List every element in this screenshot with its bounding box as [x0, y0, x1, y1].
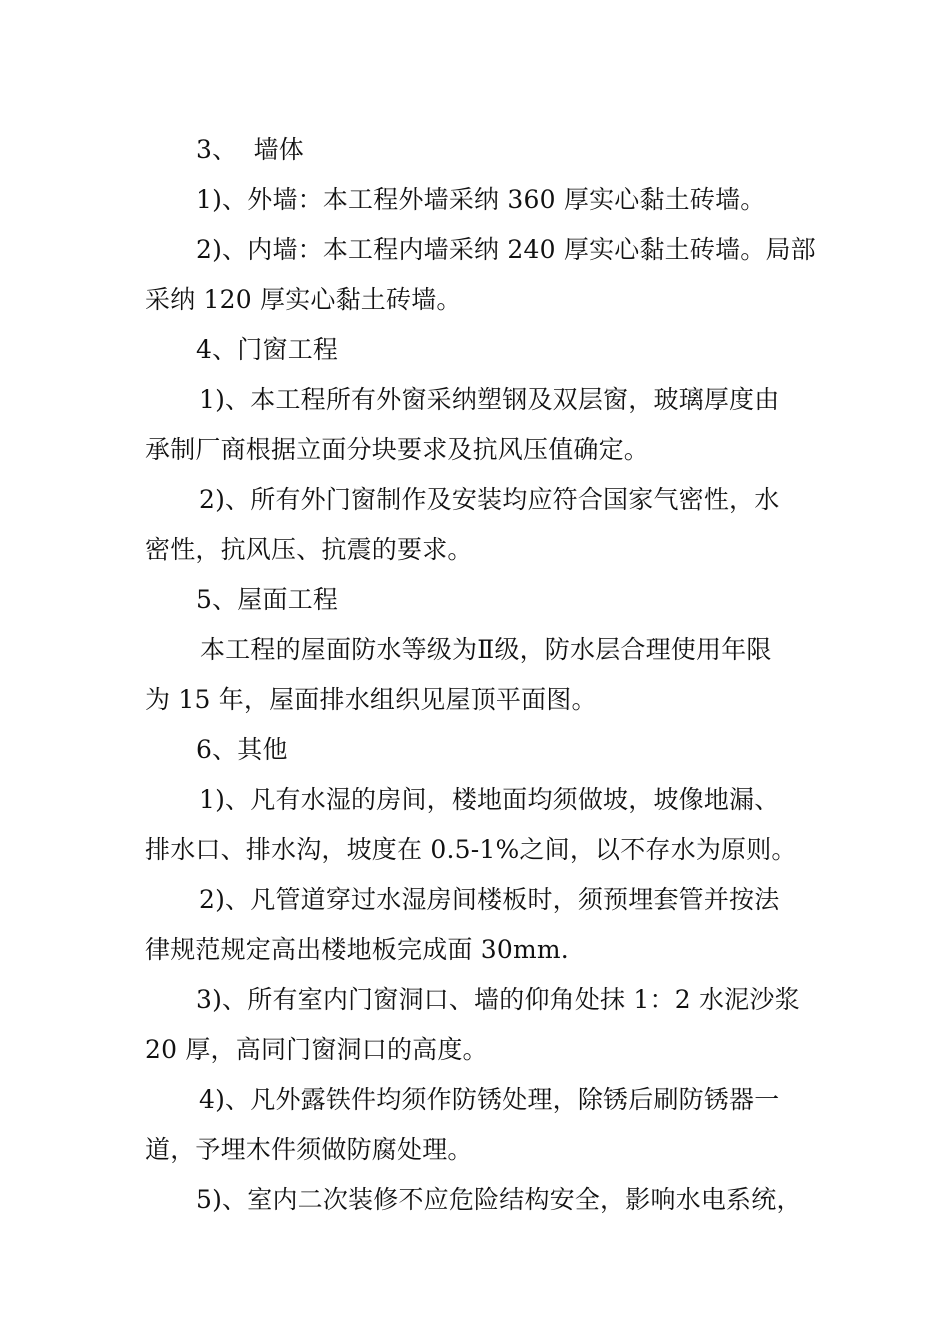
paragraph-line: 律规范规定高出楼地板完成面 30mm.	[145, 935, 569, 964]
paragraph-line: 1)、凡有水湿的房间，楼地面均须做坡，坡像地漏、	[199, 785, 780, 814]
paragraph-line: 2)、凡管道穿过水湿房间楼板时，须预埋套管并按法	[199, 885, 780, 914]
section-heading-roof: 5、屋面工程	[196, 585, 339, 614]
paragraph-line: 3)、所有室内门窗洞口、墙的仰角处抹 1：2 水泥沙浆	[196, 985, 800, 1014]
paragraph-line: 1)、外墙：本工程外墙采纳 360 厚实心黏土砖墙。	[196, 185, 766, 214]
paragraph-line: 2)、所有外门窗制作及安装均应符合国家气密性，水	[199, 485, 780, 514]
section-heading-doors-windows: 4、门窗工程	[196, 335, 339, 364]
paragraph-line: 排水口、排水沟，坡度在 0.5-1%之间，以不存水为原则。	[145, 835, 797, 864]
paragraph-line: 2)、内墙：本工程内墙采纳 240 厚实心黏土砖墙。局部	[196, 235, 816, 264]
section-heading-wall: 3、 墙体	[196, 135, 304, 164]
paragraph-line: 承制厂商根据立面分块要求及抗风压值确定。	[145, 435, 650, 464]
paragraph-line: 1)、本工程所有外窗采纳塑钢及双层窗，玻璃厚度由	[199, 385, 780, 414]
section-heading-other: 6、其他	[196, 735, 288, 764]
paragraph-line: 为 15 年，屋面排水组织见屋顶平面图。	[145, 685, 597, 714]
paragraph-line: 道，予埋木件须做防腐处理。	[145, 1135, 473, 1164]
paragraph-line: 20 厚，高同门窗洞口的高度。	[145, 1035, 488, 1064]
paragraph-line: 采纳 120 厚实心黏土砖墙。	[145, 285, 462, 314]
paragraph-line: 4)、凡外露铁件均须作防锈处理，除锈后刷防锈器一	[199, 1085, 780, 1114]
paragraph-line: 密性，抗风压、抗震的要求。	[145, 535, 473, 564]
paragraph-line: 5)、室内二次装修不应危险结构安全，影响水电系统，	[196, 1185, 802, 1214]
paragraph-line: 本工程的屋面防水等级为Ⅱ级，防水层合理使用年限	[200, 635, 772, 664]
